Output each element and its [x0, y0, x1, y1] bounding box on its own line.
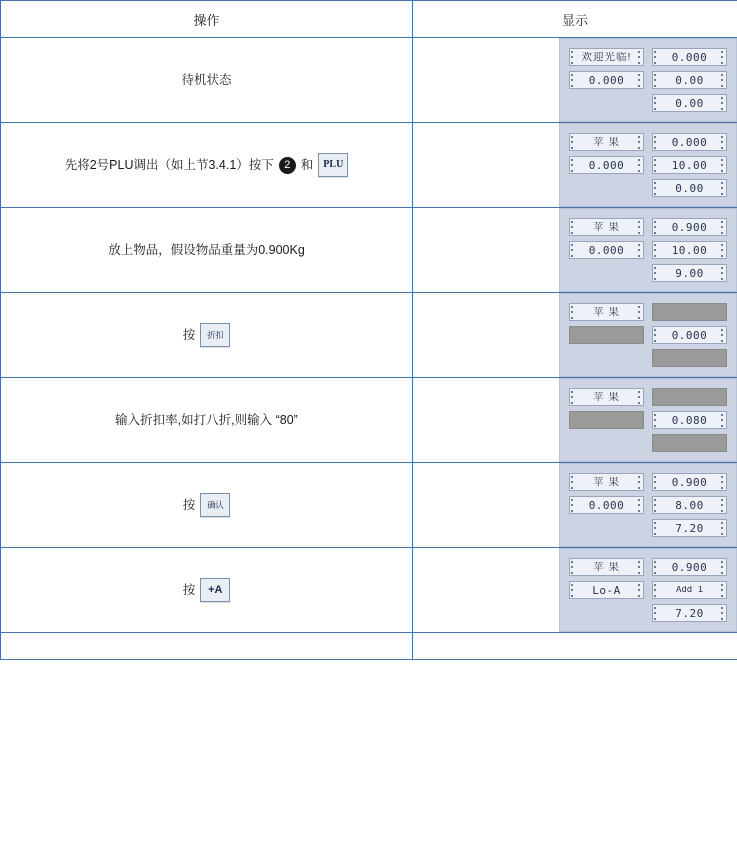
lcd-segment-price [652, 326, 727, 344]
lcd-value: 7.20 [675, 522, 704, 534]
segment-dots-icon [721, 51, 725, 64]
lcd-value: 10.00 [671, 159, 708, 171]
lcd-segment-weight [652, 133, 727, 151]
lcd-segment-total [652, 264, 727, 282]
operation-text: 按 [182, 583, 196, 597]
lcd-segment-tare-blank [569, 326, 644, 344]
lcd-segment-total [652, 519, 727, 537]
lcd-value: 0.000 [588, 499, 625, 511]
lcd-segment-tare [569, 241, 644, 259]
lcd-value: 0.000 [671, 51, 708, 63]
lcd-row [569, 581, 727, 599]
segment-dots-icon [638, 391, 642, 404]
operation-cell [1, 463, 413, 548]
segment-dots-icon [638, 74, 642, 87]
lcd-value: 0.000 [588, 74, 625, 86]
lcd-segment-name [569, 133, 644, 151]
lcd-panel [559, 463, 737, 547]
operation-cell-partial [1, 633, 413, 660]
operation-text-group [183, 493, 231, 517]
operation-text: 放上物品，假设物品重量为0.900Kg [108, 243, 305, 257]
lcd-value: 0.000 [671, 136, 708, 148]
lcd-segment-price [652, 496, 727, 514]
lcd-value: 苹 果 [593, 306, 620, 318]
display-cell [413, 378, 737, 463]
lcd-segment-price [652, 581, 727, 599]
segment-dots-icon [638, 221, 642, 234]
lcd-segment-total-blank [652, 434, 727, 452]
lcd-value: 0.000 [588, 244, 625, 256]
operation-text: 按 [182, 328, 196, 342]
key-plus-a-button[interactable]: +A [200, 578, 230, 602]
segment-dots-icon [721, 329, 725, 342]
lcd-value: Lo-A [592, 584, 621, 596]
operation-text: 待机状态 [181, 73, 232, 87]
display-cell [413, 548, 737, 633]
lcd-segment-name [569, 558, 644, 576]
lcd-value: Add 1 [675, 585, 704, 595]
lcd-segment-total [652, 94, 727, 112]
lcd-segment-weight [652, 218, 727, 236]
lcd-value: 苹 果 [593, 561, 620, 573]
lcd-segment-weight-blank [652, 388, 727, 406]
lcd-segment-price [652, 71, 727, 89]
lcd-segment-tare [569, 71, 644, 89]
segment-dots-icon [721, 267, 725, 280]
lcd-row [569, 604, 727, 622]
display-cell [413, 123, 737, 208]
lcd-value: 苹 果 [593, 221, 620, 233]
lcd-panel [559, 293, 737, 377]
segment-dots-icon [721, 499, 725, 512]
lcd-row [569, 558, 727, 576]
segment-dots-icon [638, 306, 642, 319]
operation-text: 先将2号PLU调出（如上节3.4.1）按下 [64, 158, 274, 172]
lcd-value: 10.00 [671, 244, 708, 256]
lcd-segment-tare [569, 496, 644, 514]
lcd-segment-weight [652, 558, 727, 576]
segment-dots-icon [721, 607, 725, 620]
lcd-row [569, 326, 727, 344]
lcd-segment-total-blank [652, 349, 727, 367]
key-plu-button[interactable]: PLU [318, 153, 348, 177]
lcd-value: 苹 果 [593, 391, 620, 403]
lcd-value: 7.20 [675, 607, 704, 619]
table-row [1, 548, 737, 633]
lcd-row [569, 388, 727, 406]
lcd-row [569, 264, 727, 282]
lcd-row [569, 411, 727, 429]
lcd-segment-name [569, 473, 644, 491]
lcd-segment-name [569, 218, 644, 236]
operation-cell [1, 38, 413, 123]
operation-cell [1, 208, 413, 293]
operation-text-group [183, 578, 231, 602]
table-row [1, 463, 737, 548]
display-cell [413, 463, 737, 548]
segment-dots-icon [721, 159, 725, 172]
lcd-row [569, 48, 727, 66]
segment-dots-icon [721, 221, 725, 234]
key-confirm-button[interactable]: 确认 [200, 493, 230, 517]
lcd-value: 9.00 [675, 267, 704, 279]
segment-dots-icon [638, 476, 642, 489]
segment-dots-icon [721, 244, 725, 257]
lcd-row [569, 473, 727, 491]
lcd-value: 0.000 [671, 329, 708, 341]
operation-cell [1, 378, 413, 463]
lcd-panel [559, 548, 737, 632]
lcd-row [569, 519, 727, 537]
lcd-segment-name [569, 48, 644, 66]
column-header-operation: 操作 [1, 1, 413, 38]
lcd-row [569, 496, 727, 514]
lcd-segment-weight-blank [652, 303, 727, 321]
lcd-row [569, 156, 727, 174]
lcd-row [569, 71, 727, 89]
display-cell [413, 208, 737, 293]
display-cell-partial [413, 633, 737, 660]
segment-dots-icon [638, 561, 642, 574]
lcd-segment-weight [652, 473, 727, 491]
lcd-row [569, 241, 727, 259]
lcd-panel [559, 378, 737, 462]
segment-dots-icon [721, 476, 725, 489]
lcd-value: 0.00 [675, 182, 704, 194]
operation-text-mid: 和 [300, 158, 314, 172]
lcd-value: 0.900 [671, 221, 708, 233]
lcd-value: 8.00 [675, 499, 704, 511]
lcd-row [569, 133, 727, 151]
operation-text: 按 [182, 498, 196, 512]
lcd-panel [559, 38, 737, 122]
lcd-segment-weight [652, 48, 727, 66]
segment-dots-icon [721, 136, 725, 149]
lcd-value: 0.900 [671, 476, 708, 488]
segment-dots-icon [638, 244, 642, 257]
segment-dots-icon [721, 561, 725, 574]
segment-dots-icon [638, 584, 642, 597]
display-cell [413, 293, 737, 378]
lcd-row [569, 94, 727, 112]
lcd-row [569, 218, 727, 236]
lcd-segment-price [652, 241, 727, 259]
lcd-panel [559, 208, 737, 292]
lcd-segment-tare-blank [569, 411, 644, 429]
table-row [1, 378, 737, 463]
segment-dots-icon [638, 159, 642, 172]
segment-dots-icon [721, 97, 725, 110]
segment-dots-icon [721, 74, 725, 87]
table-row [1, 293, 737, 378]
lcd-value: 0.900 [671, 561, 708, 573]
operation-cell [1, 293, 413, 378]
segment-dots-icon [638, 51, 642, 64]
table-row-partial [1, 633, 737, 660]
lcd-segment-name [569, 388, 644, 406]
segment-dots-icon [638, 499, 642, 512]
lcd-segment-name [569, 303, 644, 321]
lcd-row [569, 303, 727, 321]
table-row [1, 208, 737, 293]
lcd-segment-total [652, 179, 727, 197]
table-row [1, 38, 737, 123]
lcd-value: 0.080 [671, 414, 708, 426]
segment-dots-icon [721, 414, 725, 427]
key-discount-button[interactable]: 折扣 [200, 323, 230, 347]
lcd-row [569, 349, 727, 367]
lcd-segment-price [652, 411, 727, 429]
column-header-display: 显示 [413, 1, 737, 38]
display-cell [413, 38, 737, 123]
operation-text-group [183, 323, 231, 347]
lcd-row [569, 434, 727, 452]
table-row [1, 123, 737, 208]
segment-dots-icon [721, 182, 725, 195]
lcd-value: 苹 果 [593, 136, 620, 148]
key-2-icon[interactable]: 2 [279, 157, 296, 174]
lcd-panel [559, 123, 737, 207]
lcd-value: 0.00 [675, 74, 704, 86]
lcd-segment-tare [569, 581, 644, 599]
lcd-value: 0.00 [675, 97, 704, 109]
lcd-value: 0.000 [588, 159, 625, 171]
operation-text-group [65, 153, 349, 177]
segment-dots-icon [721, 522, 725, 535]
lcd-segment-tare [569, 156, 644, 174]
lcd-segment-total [652, 604, 727, 622]
lcd-value: 苹 果 [593, 476, 620, 488]
operation-text: 输入折扣率,如打八折,则输入 “80” [115, 413, 298, 427]
segment-dots-icon [638, 136, 642, 149]
operation-cell [1, 548, 413, 633]
table-header-row [1, 1, 737, 38]
segment-dots-icon [721, 584, 725, 597]
lcd-row [569, 179, 727, 197]
lcd-value: 欢迎光临! [581, 51, 632, 63]
lcd-segment-price [652, 156, 727, 174]
operation-cell [1, 123, 413, 208]
